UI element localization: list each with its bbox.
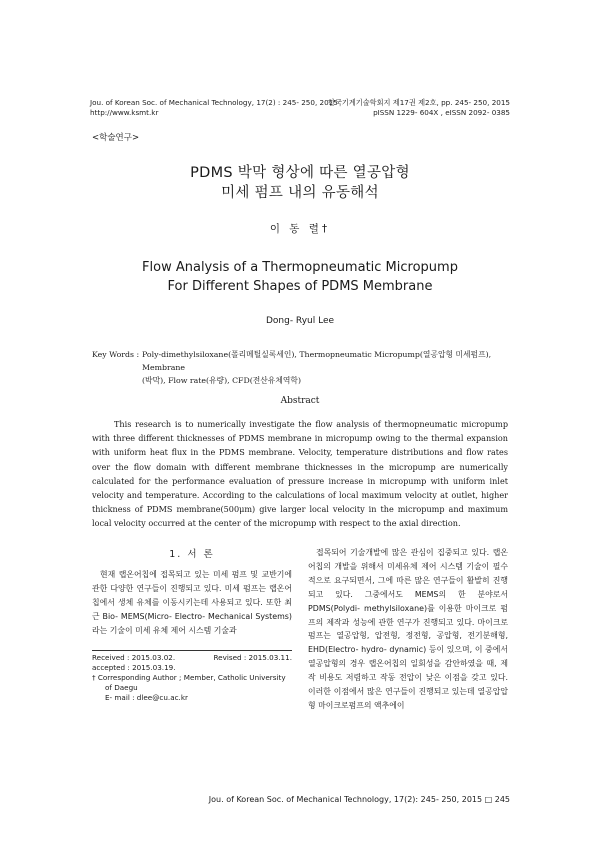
received-date: Received : 2015.03.02.	[92, 653, 176, 662]
corresponding-author: † Corresponding Author ; Member, Catholic University	[92, 673, 286, 682]
title-english	[0, 258, 600, 296]
intro-left-column: 현재 랩온어칩에 접목되고 있는 미세 펌프 및 교반기에 관한 다양한 연구들이 진행되고 있다. 미세 펌프는 랩온어칩에서 생체 유체를 이동시키는데 사용되고 있다. 또한 최근 Bio- MEMS(Micro- Electro- Mechanical Systems)라는 기술이 미세 유체 제어 시스템 기술과	[92, 570, 292, 635]
issn: pISSN 1229- 604X , eISSN 2092- 0385	[373, 107, 510, 117]
abstract-heading: Abstract	[280, 396, 320, 406]
journal-citation: Jou. of Korean Soc. of Mechanical Technology, 17(2) : 245- 250, 2015	[90, 98, 338, 107]
corresponding-affiliation: of Daegu	[105, 683, 138, 692]
accepted-date: accepted : 2015.03.19.	[92, 663, 176, 672]
keywords-label: Key Words :	[92, 350, 140, 359]
title-korean-line2: 미세 펌프 내의 유동해석	[221, 185, 379, 201]
journal-url: http://www.ksmt.kr	[90, 107, 159, 117]
keywords-line2: (박막), Flow rate(유량), CFD(전산유체역학)	[142, 376, 301, 385]
revised-date: Revised : 2015.03.11.	[213, 653, 292, 662]
footnote-divider	[92, 650, 292, 651]
article-category: <학술연구>	[92, 133, 140, 143]
title-korean	[0, 163, 600, 203]
abstract-text: This research is to numerically investigate the flow analysis of thermopneumatic micropump with three different thicknesses of PDMS membrane in micropump owing to the thermal expansion with uniform heat flux in the PDMS membrane. Velocity, temperature distributions and flow rates over the flow domain with different membrane thicknesses in the micropump are numerically calculated for the performance evaluation of pressure increase in micropump with uniform inlet velocity and temperature. According to the calculations of local maximum velocity at outlet, higher thickness of PDMS membrane(500μm) give larger local velocity in the micropump and maximum local velocity occurred at the center of the micropump with respect to the axial direction.	[92, 419, 508, 529]
keywords-line1: Poly-dimethylsiloxane(폴리메틸실록세인), Thermopneumatic Micropump(열공압형 미세펌프), Membrane	[142, 350, 492, 372]
intro-right-column: 접목되어 기술개발에 많은 관심이 집중되고 있다. 랩온어칩의 개발을 위해서 미세유체 제어 시스템 기술이 필수적으로 요구되면서, 그에 따른 많은 연구들이 활발히 진행되고 있다. 그중에서도 MEMS의 한 분야로서 PDMS(Polydi- methylsiloxane)를 이용한 마이크로 펌프의 제작과 성능에 관한 연구가 진행되고 있다. 마이크로 펌프는 열공압형, 압전형, 정전형, 공압형, 전기분해형, EHD(Electro- hydro- dynamic) 등이 있으며, 이 중에서 열공압형의 경우 랩온어칩의 일회성을 감안하였을 때, 제작 비용도 저렴하고 작동 전압이 낮은 이점을 갖고 있다. 이러한 이점에서 많은 연구들이 진행되고 있는데 열공압압형 마이크로펌프의 액추에이	[308, 548, 508, 710]
journal-citation-ko: 한국기계기술학회지 제17권 제2호, pp. 245- 250, 2015	[328, 98, 510, 107]
running-header-right	[328, 98, 510, 117]
title-korean-line1: PDMS 박막 형상에 따른 열공압형	[190, 165, 410, 181]
section-title-introduction: 1. 서 론	[169, 549, 215, 560]
author-email: E- mail : dlee@cu.ac.kr	[105, 693, 188, 702]
running-header-left	[90, 98, 338, 117]
title-english-line1: Flow Analysis of a Thermopneumatic Micropump	[142, 260, 458, 275]
title-english-line2: For Different Shapes of PDMS Membrane	[167, 279, 433, 294]
keywords	[92, 348, 512, 387]
author-korean: 이 동 렬†	[269, 223, 331, 235]
page-footer: Jou. of Korean Soc. of Mechanical Technology, 17(2): 245- 250, 2015 □ 245	[208, 795, 510, 804]
author-english: Dong- Ryul Lee	[265, 316, 335, 326]
footnotes	[92, 653, 292, 703]
